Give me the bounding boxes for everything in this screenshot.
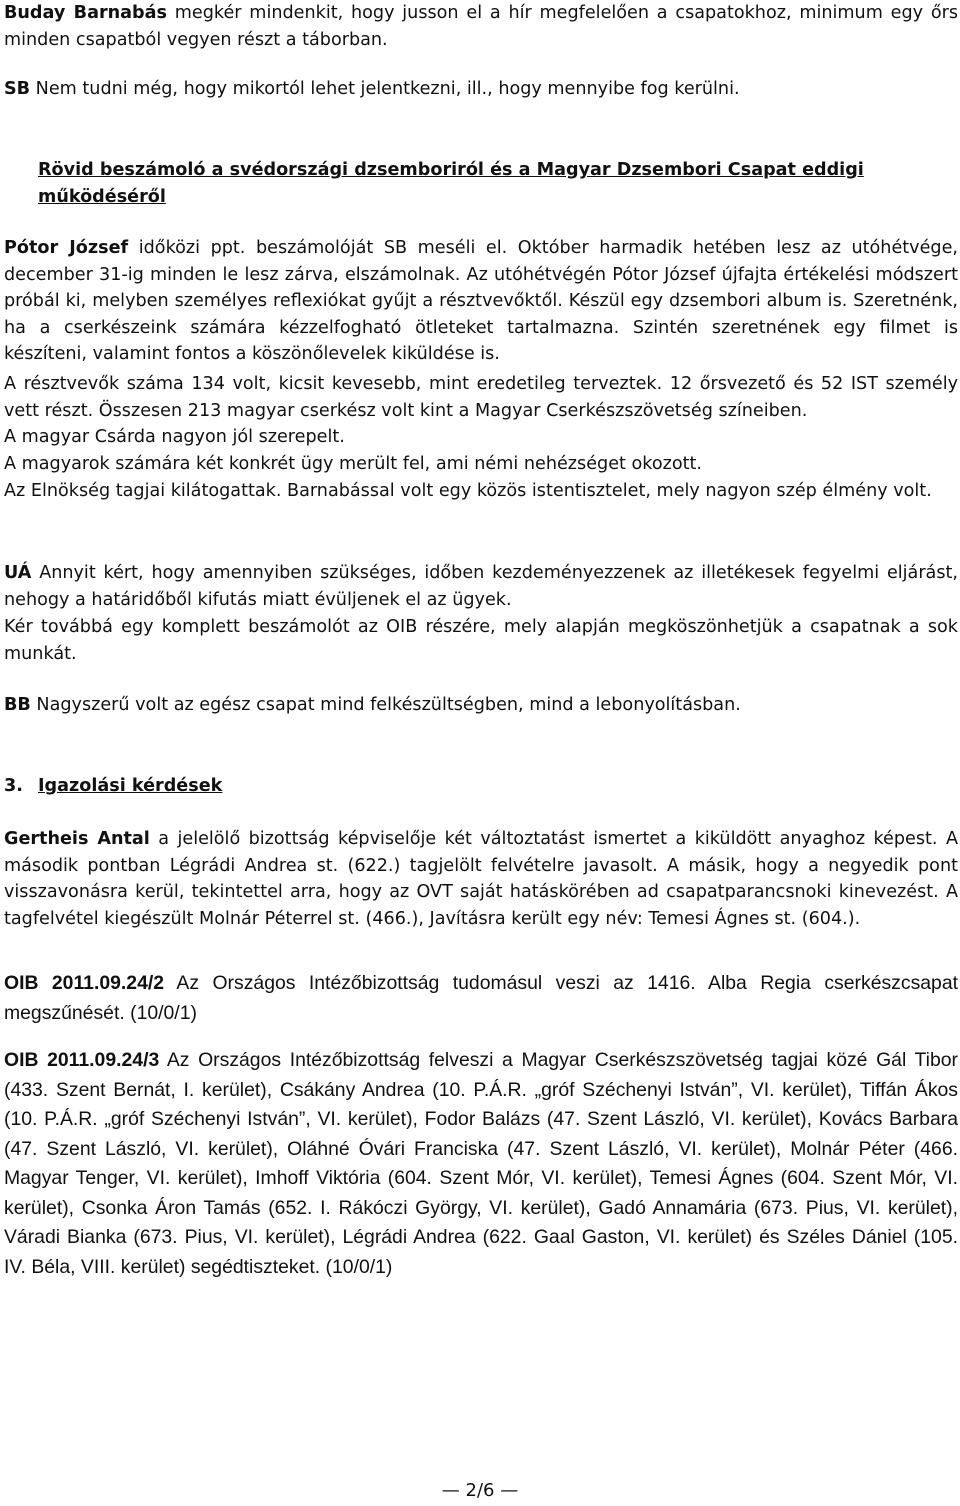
paragraph-bb xyxy=(4,692,958,719)
speaker-name: Buday Barnabás xyxy=(4,3,167,23)
speaker-initials: BB xyxy=(4,695,31,715)
footer-dash: — xyxy=(441,1480,466,1501)
paragraph-gertheis xyxy=(4,826,958,932)
speaker-initials: SB xyxy=(4,79,31,99)
page-number: 2/6 xyxy=(465,1480,495,1501)
section-number: 3. xyxy=(4,776,23,796)
section-title: Rövid beszámoló a svédországi dzsemboriról és a Magyar Dzsembori Csapat eddigi működéséről xyxy=(38,160,864,207)
section-title: Igazolási kérdések xyxy=(38,776,223,796)
paragraph-text: Annyit kért, hogy amennyiben szükséges, időben kezdeményezzenek az illetékesek fegyelmi eljárást, nehogy a határidőből kifutás miatt évüljenek el az ügyek. xyxy=(4,563,958,610)
resolution-text: Az Országos Intézőbizottság felveszi a Magyar Cserkészszövetség tagjai közé Gál Tibor (433. Szent Bernát, I. kerület), Csákány Andrea (10. P.Á.R. „gróf Széchenyi István”, VI. kerület), Tiffán Ákos (10. P.Á.R. „gróf Széchenyi István”, VI. kerület), Fodor Balázs (47. Szent László, VI. kerület), Kovács Barbara (47. Szent László, VI. kerület), Oláhné Óvári Franciska (47. Szent László, VI. kerület), Molnár Péter (466. Magyar Tenger, VI. kerület), Imhoff Viktória (604. Szent Mór, VI. kerület), Temesi Ágnes (604. Szent Mór, VI. kerület), Csonka Áron Tamás (652. I. Rákóczi György, VI. kerület), Gadó Annamária (673. Pius, VI. kerület), Váradi Bianka (673. Pius, VI. kerület), Légrádi Andrea (622. Gaal Gaston, VI. kerület) és Széles Dániel (105. IV. Béla, VIII. kerület) segédtiszteket. (10/0/1) xyxy=(4,1049,958,1278)
paragraph-issues: A magyarok számára két konkrét ügy merült fel, ami némi nehézséget okozott. xyxy=(4,454,702,474)
page-footer xyxy=(0,1480,960,1501)
paragraph-ua xyxy=(4,560,958,613)
resolution-2011-09-24-3 xyxy=(4,1046,958,1282)
section-heading-3 xyxy=(4,773,958,800)
resolution-2011-09-24-2 xyxy=(4,969,958,1028)
section-number xyxy=(4,157,38,184)
paragraph-buday xyxy=(4,0,958,53)
paragraph-sb xyxy=(4,76,958,103)
resolution-text: Az Országos Intézőbizottság tudomásul veszi az 1416. Alba Regia cserkészcsapat megszűnését. (10/0/1) xyxy=(4,972,958,1024)
resolution-id: OIB 2011.09.24/2 xyxy=(4,972,165,994)
paragraph-text: Nem tudni még, hogy mikortól lehet jelentkezni, ill., hogy mennyibe fog kerülni. xyxy=(30,79,740,99)
resolution-id: OIB 2011.09.24/3 xyxy=(4,1049,160,1071)
paragraph-participants: A résztvevők száma 134 volt, kicsit kevesebb, mint eredetileg terveztek. 12 őrsvezető és 52 IST személy vett részt. Összesen 213 magyar cserkész volt kint a Magyar Cserkészszövetség színeiben. xyxy=(4,374,958,421)
footer-dash: — xyxy=(494,1480,519,1501)
paragraph-text: Nagyszerű volt az egész csapat mind felkészültségben, mind a lebonyolításban. xyxy=(30,695,741,715)
paragraph-potor xyxy=(4,235,958,368)
speaker-name: Pótor József xyxy=(4,238,129,258)
speaker-name: Gertheis Antal xyxy=(4,829,150,849)
paragraph-presidency: Az Elnökség tagjai kilátogattak. Barnabással volt egy közös istentisztelet, mely nagyon szép élmény volt. xyxy=(4,481,932,501)
paragraph-text: időközi ppt. beszámolóját SB meséli el. Október harmadik hetében lesz az utóhétvége, december 31-ig minden le lesz zárva, elszámolnak. Az utóhétvégén Pótor József újfajta értékelési módszert próbál ki, melyben személyes reflexiókat gyűjt a résztvevőktől. Készül egy dzsembori album is. Szeretnénk, ha a cserkészeink számára kézzelfogható ötleteket tartalmazna. Szintén szeretnének egy filmet is készíteni, valamint fontos a köszönőlevelek kiküldése is. xyxy=(4,238,958,364)
speaker-initials: UÁ xyxy=(4,563,32,583)
paragraph-report-request: Kér továbbá egy komplett beszámolót az OIB részére, mely alapján megköszönhetjük a csapatnak a sok munkát. xyxy=(4,617,958,664)
paragraph-text: a jelelölő bizottság képviselője két változtatást ismertet a kiküldött anyaghoz képest. A második pontban Légrádi Andrea st. (622.) tagjelölt felvételre javasolt. A másik, hogy a negyedik pont visszavonásra kerül, tekintettel arra, hogy az OVT saját hatáskörében ad csapatparancsnoki kinevezést. A tagfelvétel kiegészült Molnár Péterrel st. (466.), Javításra került egy név: Temesi Ágnes st. (604.). xyxy=(4,829,958,929)
paragraph-text: megkér mindenkit, hogy jusson el a hír megfelelően a csapatokhoz, minimum egy őrs minden csapatból vegyen részt a táborban. xyxy=(4,3,959,50)
section-heading-2 xyxy=(4,157,960,210)
paragraph-csarda: A magyar Csárda nagyon jól szerepelt. xyxy=(4,427,345,447)
